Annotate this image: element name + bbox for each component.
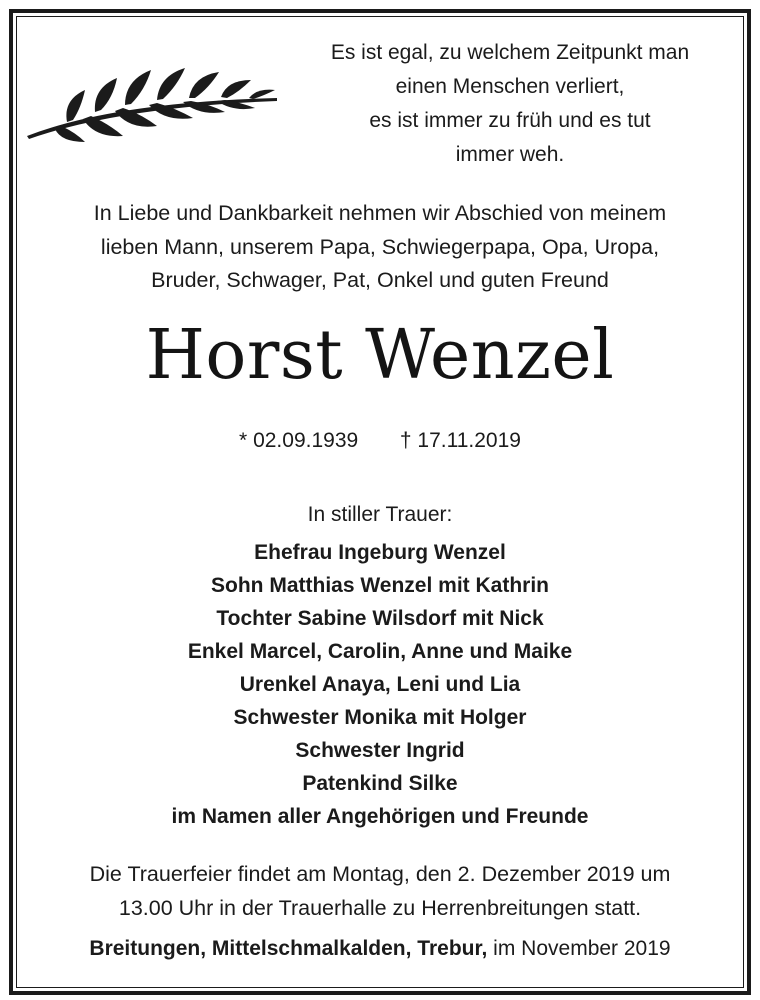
poem-line: einen Menschen verliert, <box>395 75 625 98</box>
death-date: 17.11.2019 <box>417 429 521 452</box>
mourner-line: Tochter Sabine Wilsdorf mit Nick <box>216 607 544 630</box>
ceremony-info <box>0 857 760 925</box>
places: Breitungen, Mittelschmalkalden, Trebur, <box>89 937 488 960</box>
mourner-line: Schwester Ingrid <box>295 739 465 762</box>
intro-text <box>0 197 760 298</box>
mourners-heading: In stiller Trauer: <box>307 503 453 526</box>
poem <box>290 36 730 172</box>
death-symbol: † <box>399 429 412 452</box>
life-dates <box>0 424 760 458</box>
birth-date: 02.09.1939 <box>253 429 359 452</box>
mourner-line: Patenkind Silke <box>302 772 458 795</box>
ceremony-line: Die Trauerfeier findet am Montag, den 2. Dezember 2019 um <box>89 862 671 886</box>
mourners-list <box>0 536 760 833</box>
mourner-line: Urenkel Anaya, Leni und Lia <box>239 673 521 696</box>
palm-branch-icon <box>25 62 280 144</box>
mourner-line: im Namen aller Angehörigen und Freunde <box>171 805 589 828</box>
notice-date: im November 2019 <box>487 937 671 960</box>
mourner-line: Sohn Matthias Wenzel mit Kathrin <box>211 574 549 597</box>
poem-line: immer weh. <box>455 143 565 166</box>
poem-line: es ist immer zu früh und es tut <box>369 109 651 132</box>
ceremony-line: 13.00 Uhr in der Trauerhalle zu Herrenbreitungen statt. <box>118 896 642 920</box>
intro-line: In Liebe und Dankbarkeit nehmen wir Abschied von meinem <box>93 201 667 225</box>
mourner-line: Schwester Monika mit Holger <box>233 706 527 729</box>
intro-line: lieben Mann, unserem Papa, Schwiegerpapa, Opa, Uropa, <box>100 234 660 259</box>
mourner-line: Enkel Marcel, Carolin, Anne und Maike <box>187 640 573 663</box>
place-date-line <box>0 932 760 966</box>
deceased-name: Horst Wenzel <box>145 316 615 395</box>
poem-line: Es ist egal, zu welchem Zeitpunkt man <box>330 41 690 64</box>
birth-symbol: * <box>239 429 248 452</box>
mourner-line: Ehefrau Ingeburg Wenzel <box>254 541 506 564</box>
intro-line: Bruder, Schwager, Pat, Onkel und guten Freund <box>151 268 609 292</box>
